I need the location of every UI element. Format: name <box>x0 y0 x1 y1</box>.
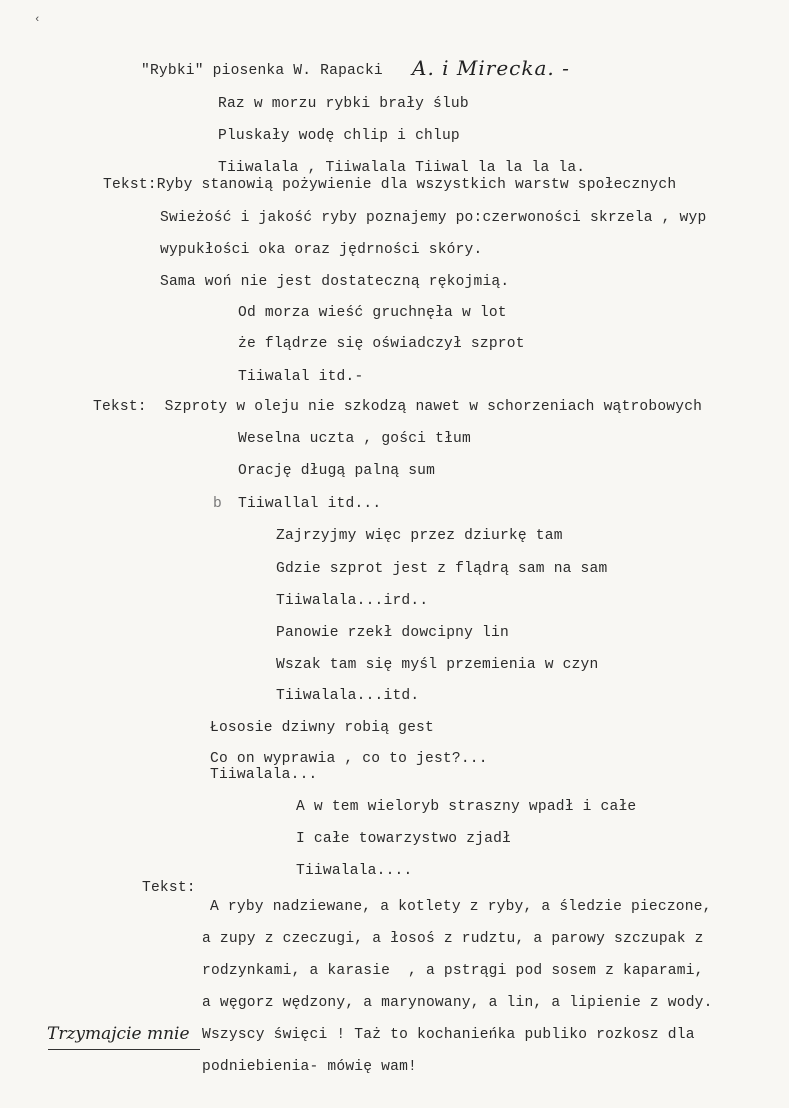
verse-line: Raz w morzu rybki brały ślub <box>218 96 469 112</box>
prose-line: wypukłości oka oraz jędrności skóry. <box>160 242 483 258</box>
prose-line: A ryby nadziewane, a kotlety z ryby, a śledzie pieczone, <box>210 899 712 915</box>
handwritten-margin-note: Trzymajcie mnie <box>47 1024 190 1044</box>
verse-line: Gdzie szprot jest z flądrą sam na sam <box>276 561 608 577</box>
prose-line: Sama woń nie jest dostateczną rękojmią. <box>160 274 510 290</box>
verse-line: Co on wyprawia , co to jest?... <box>210 751 488 767</box>
verse-line: Panowie rzekł dowcipny lin <box>276 625 509 641</box>
verse-line: Orację długą palną sum <box>238 463 436 479</box>
prose-line: a węgorz wędzony, a marynowany, a lin, a lipienie z wody. <box>202 995 713 1011</box>
margin-note-underline <box>48 1049 200 1050</box>
handwritten-author-note: A. i Mirecka. - <box>412 56 570 80</box>
verse-line: I całe towarzystwo zjadł <box>296 831 511 847</box>
prose-line: Swieżość i jakość ryby poznajemy po:czerwoności skrzela , wyp <box>160 210 707 226</box>
verse-line: Pluskały wodę chlip i chlup <box>218 128 460 144</box>
verse-line: Łososie dziwny robią gest <box>210 720 434 736</box>
prose-line: Wszyscy święci ! Taż to kochanieńka publiko rozkosz dla <box>202 1027 695 1043</box>
song-title: "Rybki" piosenka W. Rapacki <box>141 63 383 79</box>
refrain-line: Tiiwalal itd.- <box>238 369 364 385</box>
refrain-line: Tiiwalala...ird.. <box>276 593 429 609</box>
prose-line: a zupy z czeczugi, a łosoś z rudztu, a parowy szczupak z <box>202 931 704 947</box>
refrain-line: Tiiwalala.... <box>296 863 413 879</box>
refrain-line: Tiiwalala...itd. <box>276 688 420 704</box>
prose-line: podniebienia- mówię wam! <box>202 1059 417 1075</box>
prose-label: Tekst: <box>142 880 196 896</box>
stray-mark: b <box>213 496 222 512</box>
verse-line: A w tem wieloryb straszny wpadł i całe <box>296 799 637 815</box>
refrain-line: Tiiwalala , Tiiwalala Tiiwal la la la la. <box>218 160 586 176</box>
prose-line: Tekst:Ryby stanowią pożywienie dla wszystkich warstw społecznych <box>103 177 677 193</box>
prose-line: rodzynkami, a karasie , a pstrągi pod sosem z kaparami, <box>202 963 704 979</box>
prose-line: Tekst: Szproty w oleju nie szkodzą nawet w schorzeniach wątrobowych <box>93 399 703 415</box>
corner-mark: ‹ <box>34 14 41 26</box>
verse-line: Weselna uczta , gości tłum <box>238 431 471 447</box>
refrain-line: Tiiwalala... <box>210 767 318 783</box>
refrain-line: Tiiwallal itd... <box>238 496 382 512</box>
verse-line: Zajrzyjmy więc przez dziurkę tam <box>276 528 563 544</box>
verse-line: że flądrze się oświadczył szprot <box>238 336 525 352</box>
verse-line: Od morza wieść gruchnęła w lot <box>238 305 507 321</box>
verse-line: Wszak tam się myśl przemienia w czyn <box>276 657 599 673</box>
